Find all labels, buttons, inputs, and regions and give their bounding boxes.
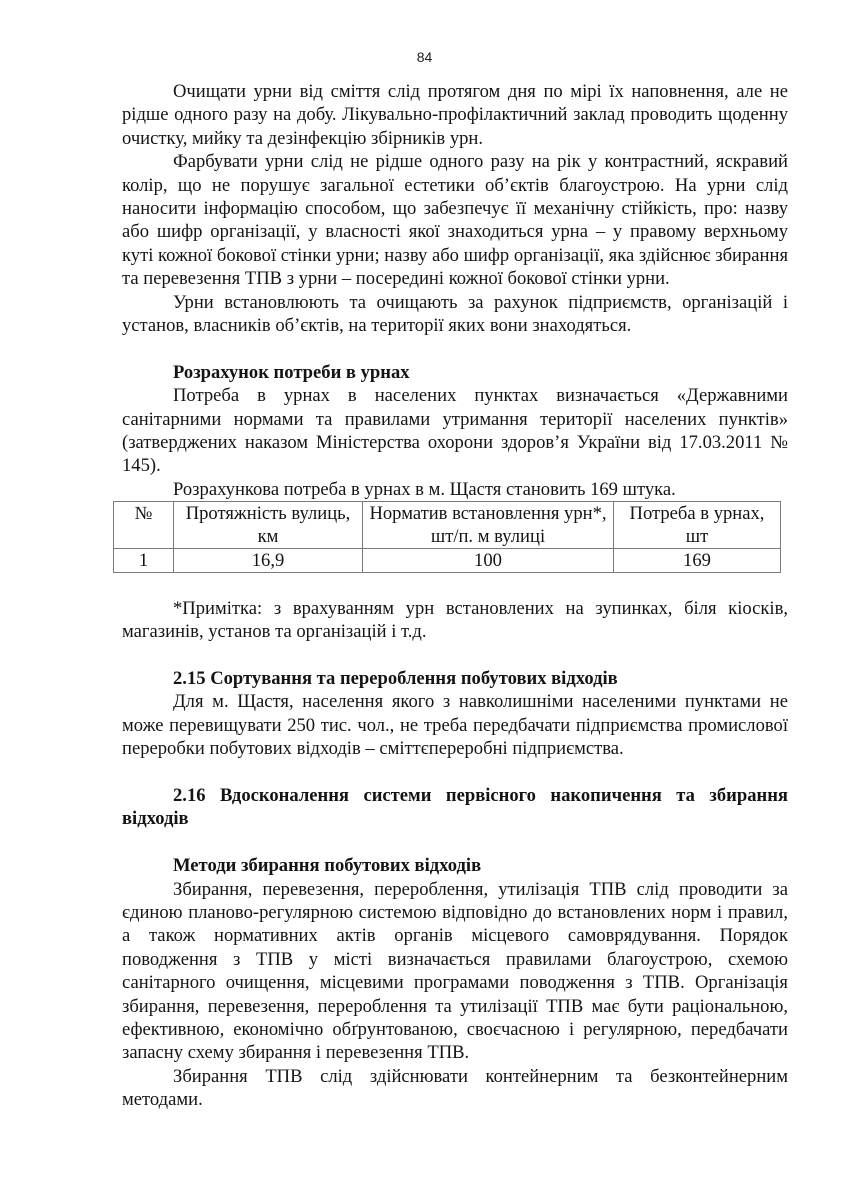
table-header-row xyxy=(114,502,781,549)
spacer xyxy=(122,644,788,667)
heading-collection-methods: Методи збирання побутових відходів xyxy=(173,855,482,877)
paragraph-collection-system: Збирання, перевезення, перероблення, утилізація ТПВ слід проводити за єдиною планово-регулярною системою відповідно до встановлених норм і правил, а також нормативних актів органів місцевого самоврядування. Порядок поводження з ТПВ у місті визначається правилами благоустрою, схемою санітарного очищення, місцевими програмами поводження з ТПВ. Організація збирання, перевезення, перероблення та утилізації ТПВ має бути раціональною, ефективною, економічно обґрунтованою, своєчасною і регулярною, передбачати запасну схему збирання і перевезення ТПВ. xyxy=(122,878,788,1064)
paragraph-urn-norms: Потреба в урнах в населених пунктах визначається «Державними санітарними нормами та правилами утримання території населених пунктів» (затверджених наказом Міністерства охорони здоров’я України від 17.03.2011 № 145). xyxy=(122,385,788,477)
spacer xyxy=(122,337,788,360)
cell-urn-norm: 100 xyxy=(363,549,614,573)
paragraph-urn-painting: Фарбувати урни слід не рідше одного разу на рік у контрастний, яскравий колір, що не порушує загальної естетики об’єктів благоустрою. На урни слід наносити інформацію способом, що забезпечує її механічну стійкість, про: назву або шифр організації, у власності якої знаходиться урна – у правому верхньому куті кожної бокової стінки урни; назву або шифр організації, яка здійснює збирання та перевезення ТПВ з урни – посередині кожної бокової стінки урни. xyxy=(122,151,788,290)
spacer xyxy=(122,573,788,596)
table-note: *Примітка: з врахуванням урн встановлених на зупинках, біля кіосків, магазинів, установ та організацій і т.д. xyxy=(122,597,788,643)
page-number: 84 xyxy=(416,49,433,65)
header-number: № xyxy=(114,502,174,549)
urn-requirement-table xyxy=(113,501,781,573)
header-urn-need: Потреба в урнах, шт xyxy=(614,502,781,549)
paragraph-urn-cleaning: Очищати урни від сміття слід протягом дня по мірі їх наповнення, але не рідше одного разу на добу. Лікувально-профілактичний заклад проводить щоденну очистку, мийку та дезінфекцію збірників урн. xyxy=(122,81,788,149)
header-urn-norm: Норматив встановлення урн*, шт/п. м вулиці xyxy=(363,502,614,549)
heading-section-2-15: 2.15 Сортування та перероблення побутових відходів xyxy=(173,667,618,689)
header-street-length: Протяжність вулиць, км xyxy=(174,502,363,549)
cell-street-length: 16,9 xyxy=(174,549,363,573)
document-body xyxy=(122,80,788,1112)
cell-urn-need: 169 xyxy=(614,549,781,573)
heading-section-2-16: 2.16 Вдосконалення системи первісного накопичення та збирання відходів xyxy=(122,784,788,830)
paragraph-section-2-15: Для м. Щастя, населення якого з навколишніми населеними пунктами не може перевищувати 250 тис. чол., не треба передбачати підприємства промислової переробки побутових відходів – сміттєпереробні підприємства. xyxy=(122,691,788,760)
table-row xyxy=(114,549,781,573)
cell-number: 1 xyxy=(114,549,174,573)
spacer xyxy=(122,761,788,784)
paragraph-collection-methods: Збирання ТПВ слід здійснювати контейнерним та безконтейнерним методами. xyxy=(122,1065,788,1111)
paragraph-urn-summary: Розрахункова потреба в урнах в м. Щастя становить 169 штука. xyxy=(173,478,676,500)
spacer xyxy=(122,831,788,854)
paragraph-urn-installation: Урни встановлюють та очищають за рахунок підприємств, організацій і установ, власників об’єктів, на території яких вони знаходяться. xyxy=(122,291,788,337)
heading-urn-calculation: Розрахунок потреби в урнах xyxy=(173,361,410,383)
